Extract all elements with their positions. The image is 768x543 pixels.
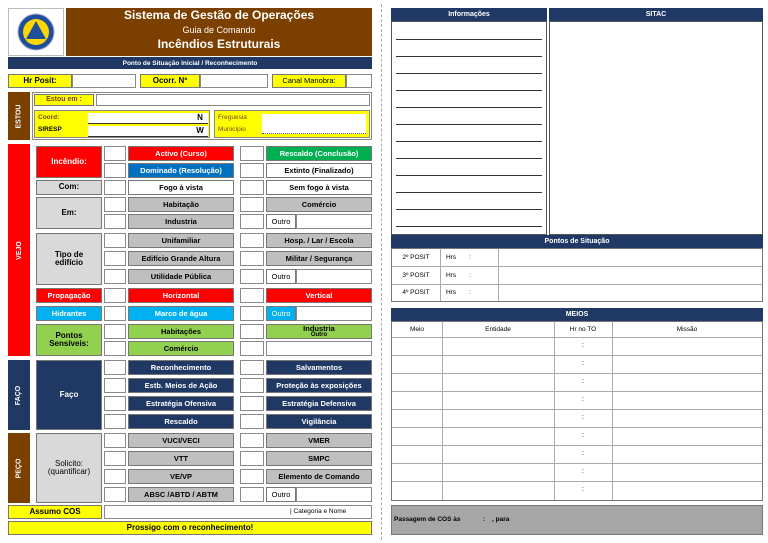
p-comercio-check[interactable] <box>104 341 126 356</box>
meios-time-colon: : <box>582 432 584 440</box>
tipo-outro-field[interactable] <box>296 269 372 284</box>
quantificar-label: (quantificar) <box>47 467 91 476</box>
rescaldo-check[interactable] <box>104 414 126 429</box>
meios-row-divider <box>392 463 762 464</box>
info-line <box>396 107 542 108</box>
info-line <box>396 192 542 193</box>
militar-check[interactable] <box>240 251 264 266</box>
dominado-check[interactable] <box>104 163 126 178</box>
vtt-option[interactable]: VTT <box>128 451 234 466</box>
meios-col-header: Meio <box>409 325 425 333</box>
info-line <box>396 226 542 227</box>
ocorr-field[interactable] <box>200 74 268 88</box>
hr-posit-field[interactable] <box>72 74 136 88</box>
utilidade-check[interactable] <box>104 269 126 284</box>
coord-n-field[interactable] <box>88 113 208 124</box>
sem-fogo-option[interactable]: Sem fogo à vista <box>266 180 372 195</box>
protecao-check[interactable] <box>240 378 264 393</box>
meios-time-colon: : <box>582 414 584 422</box>
posit-col-divider <box>498 249 499 301</box>
meios-row-divider <box>392 391 762 392</box>
em-outro-check[interactable] <box>240 214 264 229</box>
ve-check[interactable] <box>104 469 126 484</box>
faco-side-label: FAÇO <box>8 360 30 430</box>
smpc-option[interactable]: SMPC <box>266 451 372 466</box>
tipo-outro-check[interactable] <box>240 269 264 284</box>
info-line <box>396 141 542 142</box>
meios-time-colon: : <box>582 342 584 350</box>
vmer-option[interactable]: VMER <box>266 433 372 448</box>
meios-row-divider <box>392 427 762 428</box>
extinto-option[interactable]: Extinto (Finalizado) <box>266 163 372 178</box>
meios-col-divider <box>442 322 443 500</box>
estb-option[interactable]: Estb. Meios de Ação <box>128 378 234 393</box>
sem-fogo-check[interactable] <box>240 180 264 195</box>
passagem-bar[interactable] <box>391 505 763 535</box>
posit-col-divider <box>440 249 441 301</box>
meios-row-divider <box>392 337 762 338</box>
logo <box>8 8 64 56</box>
activo-option[interactable]: Activo (Curso) <box>128 146 234 161</box>
meios-time-colon: : <box>582 450 584 458</box>
peco-outro-label: Outro <box>266 487 296 502</box>
meios-time-colon: : <box>582 468 584 476</box>
coord-n-letter: N <box>197 113 203 122</box>
comercio-check[interactable] <box>240 197 264 212</box>
meios-col-divider <box>612 322 613 500</box>
posit-field[interactable] <box>500 285 760 300</box>
guide-subtitle: Guia de Comando <box>182 25 256 35</box>
meios-time-colon: : <box>582 360 584 368</box>
estou-em-field[interactable] <box>96 94 370 106</box>
reconhecimento-option[interactable]: Reconhecimento <box>128 360 234 375</box>
coord-w-letter: W <box>196 126 204 135</box>
defensiva-option[interactable]: Estratégia Defensiva <box>266 396 372 411</box>
siresp-label: SIRESP <box>38 126 62 134</box>
vertical-check[interactable] <box>240 288 264 303</box>
hidrantes-outro-field[interactable] <box>296 306 372 321</box>
meios-row-divider <box>392 355 762 356</box>
vigilancia-check[interactable] <box>240 414 264 429</box>
vuci-option[interactable]: VUCI/VECI <box>128 433 234 448</box>
grande-altura-check[interactable] <box>104 251 126 266</box>
canal-label: Canal Manobra: <box>272 74 346 88</box>
page-divider <box>381 4 382 540</box>
militar-option[interactable]: Militar / Segurança <box>266 251 372 266</box>
prossigo-banner: Prossigo com o reconhecimento! <box>8 521 372 535</box>
posit-sep: : <box>469 289 471 297</box>
estou-side-label: ESTOU <box>8 92 30 140</box>
fogo-vista-option[interactable]: Fogo à vista <box>128 180 234 195</box>
p-outro-field[interactable] <box>266 341 372 356</box>
vmer-check[interactable] <box>240 433 264 448</box>
posit-hrs: Hrs <box>445 272 457 280</box>
p-habitacoes-check[interactable] <box>104 324 126 339</box>
section-bar: Ponto de Situação Inicial / Reconhecimento <box>8 57 372 69</box>
meios-row-divider <box>392 481 762 482</box>
passagem-sep: : <box>482 516 486 524</box>
industria-option[interactable]: Industria <box>128 214 234 229</box>
meios-row-divider <box>392 409 762 410</box>
meios-col-header: Missão <box>676 325 698 333</box>
activo-check[interactable] <box>104 146 126 161</box>
passagem-label: Passagem de COS às <box>394 516 461 524</box>
industria-check[interactable] <box>104 214 126 229</box>
meios-time-colon: : <box>582 486 584 494</box>
vejo-side-label: VEJO <box>8 144 30 356</box>
rescaldo-option[interactable]: Rescaldo <box>128 414 234 429</box>
abcs-option[interactable]: ABSC /ABTD / ABTM <box>128 487 234 502</box>
peco-outro-check[interactable] <box>240 487 264 502</box>
coord-w-field[interactable] <box>88 126 208 137</box>
canal-field[interactable] <box>346 74 372 88</box>
dominado-option[interactable]: Dominado (Resolução) <box>128 163 234 178</box>
solicito-label: Solicito: (quantificar) <box>36 433 102 503</box>
utilidade-option[interactable]: Utilidade Pública <box>128 269 234 284</box>
abcs-check[interactable] <box>104 487 126 502</box>
hr-posit-label: Hr Posit: <box>8 74 72 88</box>
elemento-check[interactable] <box>240 469 264 484</box>
extinto-check[interactable] <box>240 163 264 178</box>
coord-label: Coord: <box>38 114 60 122</box>
pontos-label: Pontos Sensíveis: <box>36 324 102 356</box>
reconhecimento-check[interactable] <box>104 360 126 375</box>
posit-hrs: Hrs <box>445 289 457 297</box>
grande-altura-option[interactable]: Edifício Grande Altura <box>128 251 234 266</box>
estb-check[interactable] <box>104 378 126 393</box>
info-line <box>396 158 542 159</box>
em-outro-field[interactable] <box>296 214 372 229</box>
incident-heading: Incêndios Estruturais <box>157 38 281 52</box>
ofensiva-check[interactable] <box>104 396 126 411</box>
info-line <box>396 175 542 176</box>
horizontal-option[interactable]: Horizontal <box>128 288 234 303</box>
vertical-option[interactable]: Vertical <box>266 288 372 303</box>
info-line <box>396 90 542 91</box>
estou-em-label: Estou em : <box>34 94 94 106</box>
p-habitacoes-option[interactable]: Habitações <box>128 324 234 339</box>
p-comercio-option[interactable]: Comércio <box>128 341 234 356</box>
meios-time-colon: : <box>582 378 584 386</box>
posit-row-divider <box>392 266 762 267</box>
comercio-option[interactable]: Comércio <box>266 197 372 212</box>
meios-col-header: Hr no TO <box>569 325 597 333</box>
faco-label: Faço <box>36 360 102 430</box>
smpc-check[interactable] <box>240 451 264 466</box>
rescaldo-conc-option[interactable]: Rescaldo (Conclusão) <box>266 146 372 161</box>
info-line <box>396 73 542 74</box>
app-title: Sistema de Gestão de Operações <box>123 9 315 23</box>
pontos-situacao-header: Pontos de Situação <box>391 235 763 248</box>
meios-col-header: Entidade <box>485 325 511 333</box>
posit-field[interactable] <box>500 250 760 265</box>
salvamentos-option[interactable]: Salvamentos <box>266 360 372 375</box>
hidrantes-outro-check[interactable] <box>240 306 264 321</box>
civil-protection-emblem-icon <box>14 12 58 52</box>
elemento-option[interactable]: Elemento de Comando <box>266 469 372 484</box>
hosp-check[interactable] <box>240 233 264 248</box>
em-label: Em: <box>36 197 102 229</box>
hidrantes-outro-label: Outro <box>266 306 296 321</box>
tipo-edificio-label: Tipo de edifício <box>36 233 102 285</box>
em-outro-label: Outro <box>266 214 296 229</box>
horizontal-check[interactable] <box>104 288 126 303</box>
passagem-para: , para <box>492 516 510 524</box>
informacoes-header: Informações <box>391 8 547 21</box>
freguesia-label: Freguesia <box>218 114 247 122</box>
vuci-check[interactable] <box>104 433 126 448</box>
assumo-cos-label: Assumo COS <box>8 505 102 519</box>
marco-check[interactable] <box>104 306 126 321</box>
vtt-check[interactable] <box>104 451 126 466</box>
peco-outro-field[interactable] <box>296 487 372 502</box>
com-label: Com: <box>36 180 102 195</box>
ocorr-label: Ocorr. Nº <box>140 74 200 88</box>
incendio-label: Incêndio: <box>36 146 102 178</box>
ofensiva-option[interactable]: Estratégia Ofensiva <box>128 396 234 411</box>
sitac-box[interactable] <box>549 21 763 235</box>
meios-header: MEIOS <box>391 308 763 321</box>
header-banner <box>66 8 372 56</box>
meios-time-colon: : <box>582 396 584 404</box>
posit-field[interactable] <box>500 268 760 283</box>
protecao-option[interactable]: Proteção às exposições <box>266 378 372 393</box>
vigilancia-option[interactable]: Vigilância <box>266 414 372 429</box>
p-outro-label: Outro <box>310 332 328 339</box>
unifamiliar-check[interactable] <box>104 233 126 248</box>
propagacao-label: Propagação <box>36 288 102 303</box>
info-line <box>396 124 542 125</box>
freguesia-field[interactable] <box>262 114 366 134</box>
posit-label: 2º POSIT <box>402 254 430 262</box>
p-outro-check[interactable] <box>240 341 264 356</box>
posit-label: 4º POSIT <box>402 289 430 297</box>
posit-sep: : <box>469 254 471 262</box>
hosp-option[interactable]: Hosp. / Lar / Escola <box>266 233 372 248</box>
habitacao-check[interactable] <box>104 197 126 212</box>
sitac-header: SITAC <box>549 8 763 21</box>
info-line <box>396 209 542 210</box>
hidrantes-label: Hidrantes <box>36 306 102 321</box>
rescaldo-conc-check[interactable] <box>240 146 264 161</box>
defensiva-check[interactable] <box>240 396 264 411</box>
categoria-label: | Categoria e Nome <box>290 508 347 516</box>
tipo-outro-label: Outro <box>266 269 296 284</box>
informacoes-box[interactable] <box>391 21 547 235</box>
meios-table <box>391 321 763 501</box>
marco-option[interactable]: Marco de água <box>128 306 234 321</box>
peco-side-label: PEÇO <box>8 433 30 503</box>
meios-row-divider <box>392 373 762 374</box>
habitacao-option[interactable]: Habitação <box>128 197 234 212</box>
posit-label: 3º POSIT <box>402 272 430 280</box>
info-line <box>396 39 542 40</box>
info-line <box>396 56 542 57</box>
fogo-vista-check[interactable] <box>104 180 126 195</box>
municipio-label: Município <box>218 126 246 134</box>
posit-table <box>391 248 763 302</box>
posit-sep: : <box>469 272 471 280</box>
p-industria-option[interactable]: Industria Outro <box>266 324 372 339</box>
meios-row-divider <box>392 445 762 446</box>
salvamentos-check[interactable] <box>240 360 264 375</box>
posit-hrs: Hrs <box>445 254 457 262</box>
p-industria-check[interactable] <box>240 324 264 339</box>
unifamiliar-option[interactable]: Unifamiliar <box>128 233 234 248</box>
ve-option[interactable]: VE/VP <box>128 469 234 484</box>
